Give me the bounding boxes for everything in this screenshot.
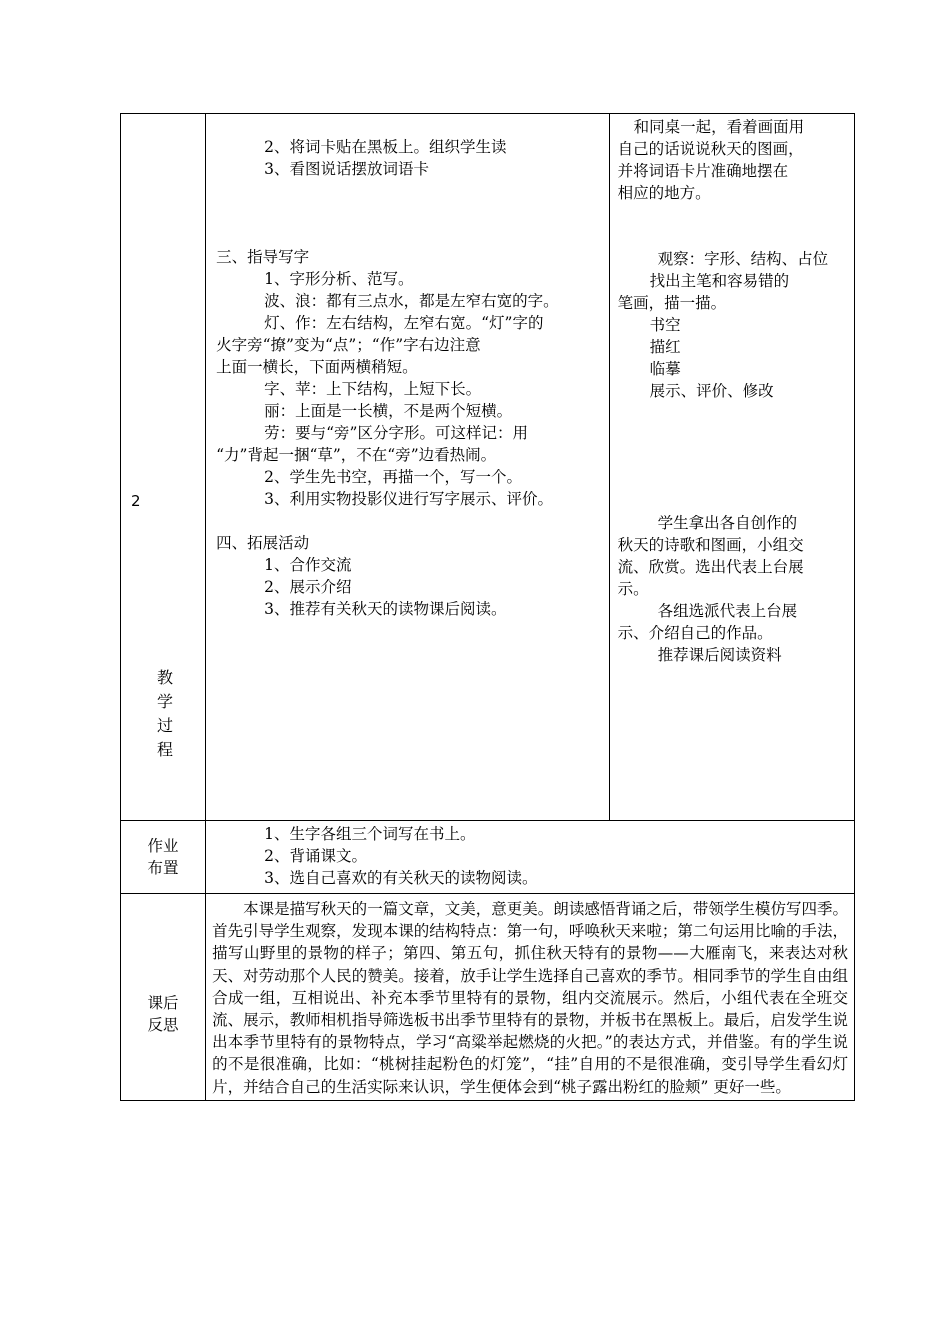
section-title: 四、拓展活动 xyxy=(216,534,310,552)
student-activities-cell xyxy=(609,114,854,821)
extension-line: 1、合作交流 xyxy=(264,556,352,574)
extension-line: 3、推荐有关秋天的读物课后阅读。 xyxy=(264,600,507,618)
homework-label: 布置 xyxy=(147,859,179,877)
student-block xyxy=(618,512,846,666)
writing-guidance-line: 丽：上面是一长横，不是两个短横。 xyxy=(264,402,513,420)
homework-line: 3、选自己喜欢的有关秋天的读物阅读。 xyxy=(264,869,538,887)
homework-line: 2、背诵课文。 xyxy=(264,847,367,865)
reflection-label: 反思 xyxy=(147,1016,179,1034)
student-block xyxy=(618,248,846,402)
student-line: 观察：字形、结构、占位 xyxy=(657,250,829,268)
student-line: 示、介绍自己的作品。 xyxy=(617,624,773,642)
homework-content-cell xyxy=(206,821,855,894)
student-line: 并将词语卡片准确地摆在 xyxy=(617,162,789,180)
reflection-content-cell xyxy=(206,894,855,1101)
reflection-label-cell xyxy=(121,894,206,1101)
homework-row xyxy=(121,821,855,894)
lesson-plan-table xyxy=(120,113,855,1101)
student-line: 描红 xyxy=(649,338,681,356)
writing-guidance-line: 字、苹：上下结构，上短下长。 xyxy=(264,380,482,398)
student-line: 和同桌一起，看着画面用 xyxy=(633,118,805,136)
student-block xyxy=(618,116,846,204)
writing-guidance-line: 上面一横长，下面两横稍短。 xyxy=(216,358,418,376)
student-line: 书空 xyxy=(649,316,681,334)
label-char: 学 xyxy=(156,692,173,711)
student-line: 笔画，描一描。 xyxy=(617,294,727,312)
extension-line: 2、展示介绍 xyxy=(264,578,352,596)
step-number: 2 xyxy=(131,492,141,510)
teacher-line: 2、将词卡贴在黑板上。组织学生读 xyxy=(264,138,507,156)
student-line: 推荐课后阅读资料 xyxy=(657,646,782,664)
teacher-activities-cell xyxy=(206,114,610,821)
reflection-row xyxy=(121,894,855,1101)
student-line: 示。 xyxy=(617,580,649,598)
homework-line: 1、生字各组三个词写在书上。 xyxy=(264,825,476,843)
process-label-cell xyxy=(121,114,206,821)
student-line: 自己的话说说秋天的图画， xyxy=(617,140,804,158)
student-line: 找出主笔和容易错的 xyxy=(649,272,790,290)
label-char: 教 xyxy=(156,668,173,687)
student-line: 相应的地方。 xyxy=(617,184,711,202)
teaching-process-row xyxy=(121,114,855,821)
reflection-text: 本课是描写秋天的一篇文章，文美，意更美。朗读感悟背诵之后，带领学生模仿写四季。首先引导学生观察，发现本课的结构特点：第一句，呼唤秋天来啦；第二句运用比喻的手法，描写山野里的景物的样子；第四、第五句，抓住秋天特有的景物——大雁南飞，来表达对秋天、对劳动那个人民的赞美。接着，放手让学生选择自己喜欢的季节。相同季节的学生自由组合成一组，互相说出、补充本季节里特有的景物，组内交流展示。然后，小组代表在全班交流、展示，教师相机指导筛选板书出季节里特有的景物，并板书在黑板上。最后，启发学生说出本季节里特有的景物特点，学习“高粱举起燃烧的火把。”的表达方式，并借鉴。有的学生说的不是很准确，比如：“桃树挂起粉色的灯笼”，“挂”自用的不是很准确，变引导学生看幻灯片，并结合自己的生活实际来认识，学生便体会到“桃子露出粉红的脸颊” 更好一些。 xyxy=(212,900,848,1096)
student-line: 学生拿出各自创作的 xyxy=(657,514,798,532)
writing-guidance-block xyxy=(216,268,599,510)
student-line: 流、欣赏。选出代表上台展 xyxy=(617,558,804,576)
writing-guidance-line: 灯、作：左右结构，左窄右宽。“灯”字的 xyxy=(264,314,544,332)
homework-label: 作业 xyxy=(147,837,179,855)
student-line: 各组选派代表上台展 xyxy=(657,602,798,620)
writing-guidance-line: 火字旁“撩”变为“点”；“作”字右边注意 xyxy=(216,336,481,354)
writing-guidance-line: 劳：要与“旁”区分字形。可这样记：用 xyxy=(264,424,528,442)
section-title: 三、指导写字 xyxy=(216,248,310,266)
writing-guidance-line: “力”背起一捆“草”，不在“旁”边看热闹。 xyxy=(216,446,497,464)
process-vertical-label xyxy=(155,666,175,762)
student-line: 展示、评价、修改 xyxy=(649,382,774,400)
teacher-line: 3、看图说话摆放词语卡 xyxy=(264,160,429,178)
student-line: 秋天的诗歌和图画，小组交 xyxy=(617,536,804,554)
reflection-label: 课后 xyxy=(147,994,179,1012)
student-line: 临摹 xyxy=(649,360,681,378)
label-char: 过 xyxy=(156,716,173,735)
writing-guidance-line: 2、学生先书空，再描一个，写一个。 xyxy=(264,468,522,486)
homework-label-cell xyxy=(121,821,206,894)
writing-guidance-line: 1、字形分析、范写。 xyxy=(264,270,414,288)
label-char: 程 xyxy=(156,740,173,759)
writing-guidance-line: 波、浪：都有三点水，都是左窄右宽的字。 xyxy=(264,292,559,310)
writing-guidance-line: 3、利用实物投影仪进行写字展示、评价。 xyxy=(264,490,553,508)
